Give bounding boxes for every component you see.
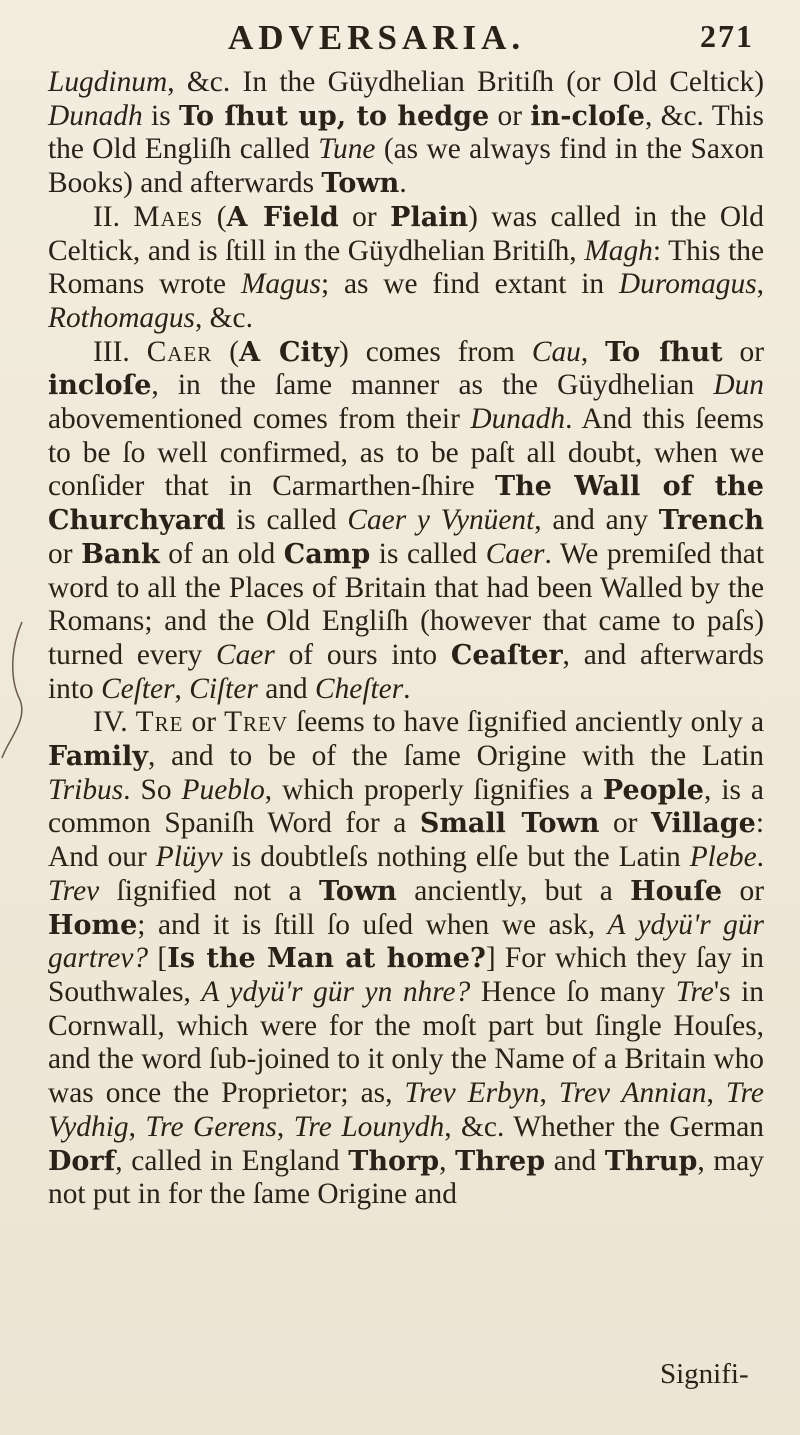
running-title: ADVERSARIA. (228, 18, 526, 57)
paragraph-4: IV. Tre or Trev ſeems to have ſignified anciently only a Family, and to be of the ſame Origine with the Latin Tribus. So Pueblo, which properly ſignifies a People, is a common Spaniſh Word for a Small Town or Village: And our Plüyv is doubtleſs nothing elſe but the Latin Plebe. Trev ſignified not a Town anciently, but a Houſe or Home; and it is ſtill ſo uſed when we ask, A ydyü'r gür gartrev? [Is the Man at home?] For which they ſay in Southwales, A ydyü'r gür yn nhre? Hence ſo many Tre's in Cornwall, which were for the moſt part but ſingle Houſes, and the word ſub-joined to it only the Name of a Britain who was once the Proprietor; as, Trev Erbyn, Trev Annian, Tre Vydhig, Tre Gerens, Tre Lounydh, &c. Whether the German Dorf, called in England Thorp, Threp and Thrup, may not put in for the ſame Origine and (48, 706, 765, 1211)
paragraph-1: Lugdinum, &c. In the Güydhelian Britiſh (or Old Celtick) Dunadh is To ſhut up, to hedge or in-cloſe, &c. This the Old Engliſh called Tune (as we always find in the Saxon Books) and afterwards Town. (48, 66, 764, 200)
page-number: 271 (700, 18, 754, 54)
paragraph-2: II. Maes (A Field or Plain) was called in the Old Celtick, and is ſtill in the Güydhelian Britiſh, Magh: This the Romans wrote Magus; as we find extant in Duromagus, Rothomagus, &c. (48, 200, 764, 334)
catchword: Signifi- (660, 1358, 749, 1390)
margin-bracket-mark (0, 620, 30, 760)
page-header (0, 8, 800, 68)
paragraph-3: III. Caer (A City) comes from Cau, To ſhut or incloſe, in the ſame manner as the Güydhelian Dun abovementioned comes from their Dunadh. And this ſeems to be ſo well confirmed, as to be paſt all doubt, when we conſider that in Carmarthen-ſhire The Wall of the Churchyard is called Caer y Vynüent, and any Trench or Bank of an old Camp is called Caer. We premiſed that word to all the Places of Britain that had been Walled by the Romans; and the Old Engliſh (however that came to paſs) turned every Caer of ours into Ceaſter, and afterwards into Ceſter, Ciſter and Cheſter. (48, 335, 765, 705)
body-text (48, 66, 764, 1212)
